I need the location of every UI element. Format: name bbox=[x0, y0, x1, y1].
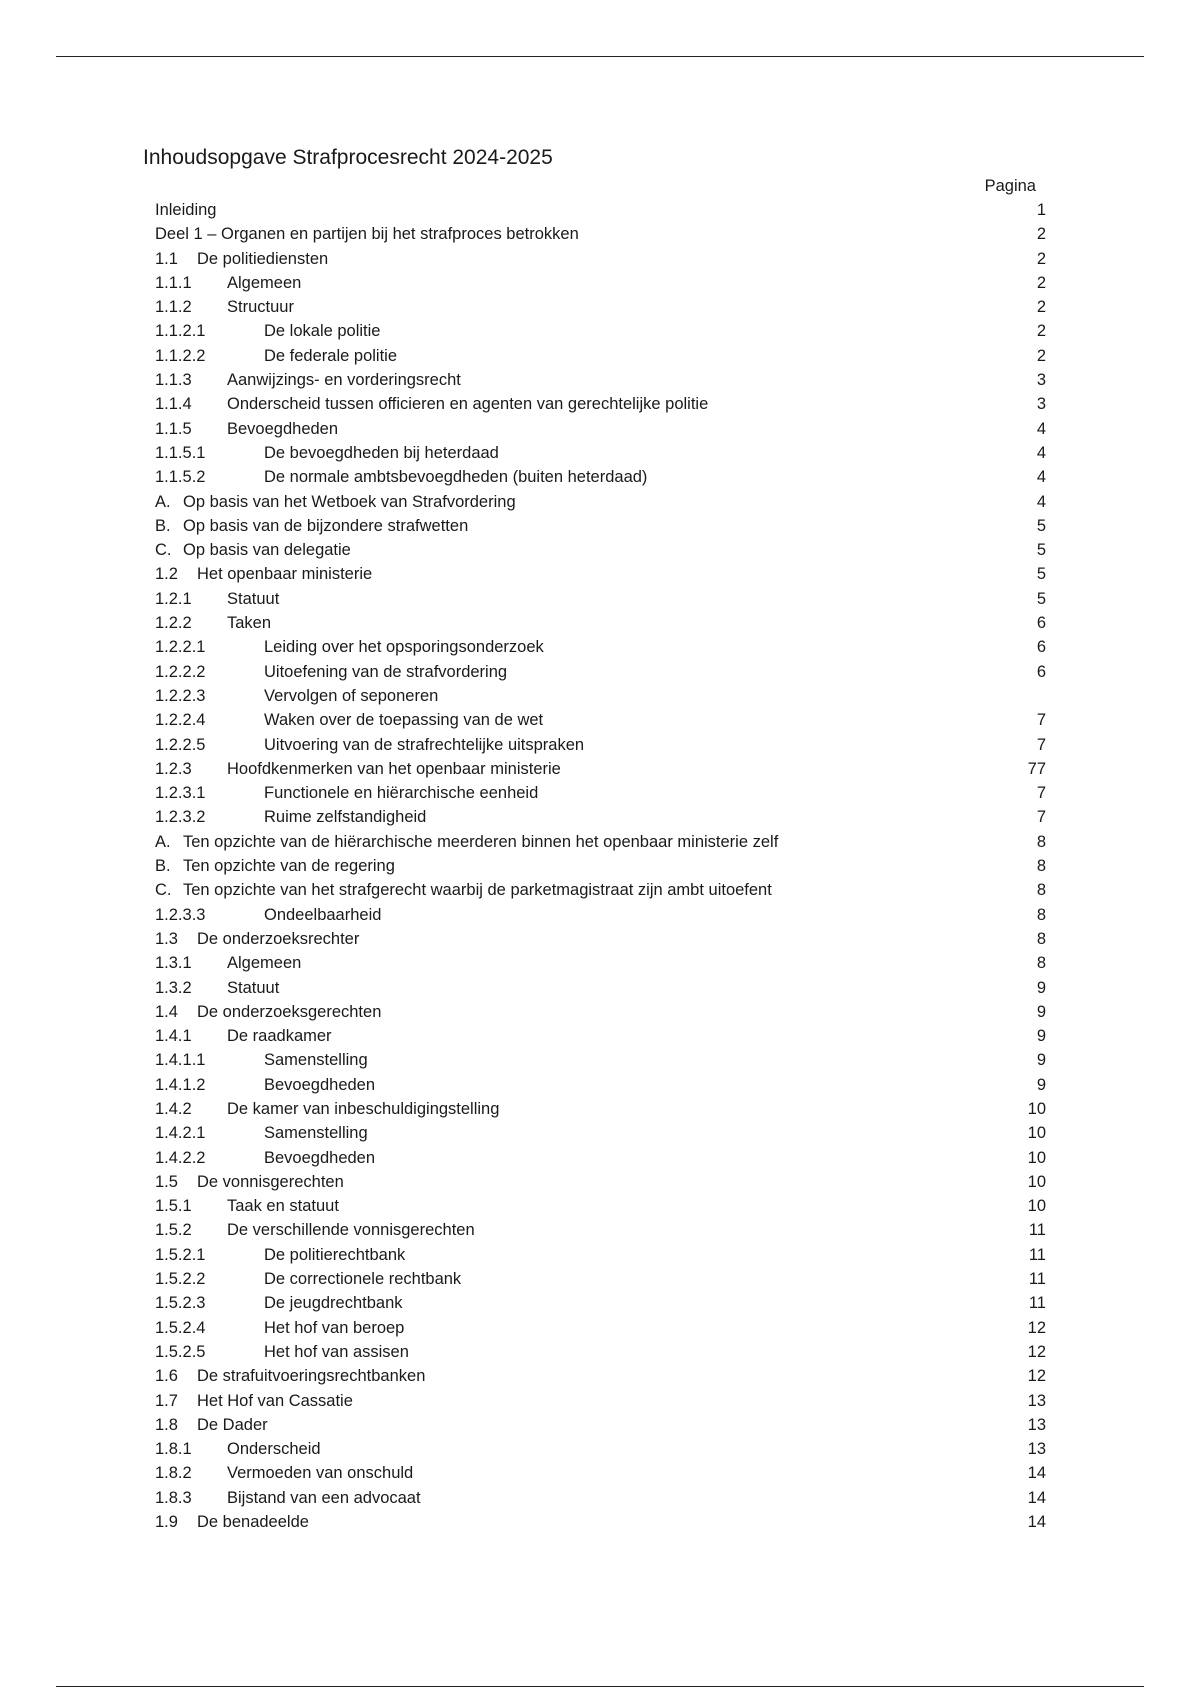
toc-entry-number: A. bbox=[155, 492, 171, 511]
toc-entry-title: Het openbaar ministerie bbox=[197, 565, 373, 584]
toc-entry-number: 1.6 bbox=[155, 1367, 178, 1386]
toc-entry-number: 1.5.2.1 bbox=[155, 1245, 206, 1264]
toc-entry-page: 8 bbox=[1036, 881, 1046, 900]
toc-entry-number: 1.5.2.5 bbox=[155, 1342, 206, 1361]
toc-entry-page: 13 bbox=[1027, 1415, 1046, 1434]
toc-entry-title: De jeugdrechtbank bbox=[264, 1294, 403, 1313]
toc-entry-page: 7 bbox=[1036, 808, 1046, 827]
toc-entry bbox=[155, 708, 1046, 732]
toc-entry bbox=[155, 1291, 1046, 1315]
toc-entry-title: Leiding over het opsporingsonderzoek bbox=[264, 638, 544, 657]
toc-entry-page: 11 bbox=[1028, 1294, 1046, 1313]
toc-entry bbox=[155, 757, 1046, 781]
toc-entry-page: 7 bbox=[1036, 711, 1046, 730]
toc-entry-page: 8 bbox=[1036, 832, 1046, 851]
toc-entry-title: De politierechtbank bbox=[264, 1245, 406, 1264]
toc-entry-number: B. bbox=[155, 857, 171, 876]
toc-entry bbox=[155, 441, 1046, 465]
footer-rule bbox=[56, 1686, 1144, 1687]
toc-entry-title: De vonnisgerechten bbox=[197, 1172, 344, 1191]
toc-entry-number: 1.4.2.2 bbox=[155, 1148, 206, 1167]
toc-entry-title: Taak en statuut bbox=[227, 1197, 339, 1216]
toc-entry bbox=[155, 1437, 1046, 1461]
toc-entry-page: 2 bbox=[1036, 298, 1046, 317]
toc-entry-page: 11 bbox=[1028, 1245, 1046, 1264]
toc-entry-page: 8 bbox=[1036, 905, 1046, 924]
toc-entry bbox=[155, 805, 1046, 829]
toc-entry-number: 1.2.2.4 bbox=[155, 711, 206, 730]
toc-entry-page: 5 bbox=[1036, 541, 1046, 560]
toc-entry bbox=[155, 1364, 1046, 1388]
toc-entry bbox=[155, 271, 1046, 295]
toc-entry-page: 5 bbox=[1036, 565, 1046, 584]
toc-entry-number: 1.7 bbox=[155, 1391, 178, 1410]
toc-entry-page: 2 bbox=[1036, 346, 1046, 365]
toc-entry-title: Bevoegdheden bbox=[264, 1075, 376, 1094]
toc-entry-page: 8 bbox=[1036, 954, 1046, 973]
toc-entry bbox=[155, 1340, 1046, 1364]
toc-entry-page: 14 bbox=[1027, 1513, 1046, 1532]
toc-entry-number: A. bbox=[155, 832, 171, 851]
toc-entry-page: 9 bbox=[1036, 1027, 1046, 1046]
toc-entry bbox=[155, 295, 1046, 319]
toc-entry-title: Onderscheid bbox=[227, 1440, 321, 1459]
toc-entry bbox=[155, 538, 1046, 562]
toc-entry-title: De normale ambtsbevoegdheden (buiten heterdaad) bbox=[264, 468, 648, 487]
toc-entry-page: 6 bbox=[1036, 638, 1046, 657]
toc-entry-number: 1.8.2 bbox=[155, 1464, 192, 1483]
document-title: Inhoudsopgave Strafprocesrecht 2024-2025 bbox=[143, 146, 553, 169]
toc-entry bbox=[155, 1218, 1046, 1242]
toc-entry-title: Functionele en hiërarchische eenheid bbox=[264, 784, 539, 803]
toc-entry-title: De federale politie bbox=[264, 346, 397, 365]
toc-entry-page: 6 bbox=[1036, 614, 1046, 633]
toc-entry-title: Algemeen bbox=[227, 954, 302, 973]
toc-entry bbox=[155, 1048, 1046, 1072]
toc-entry-page: 12 bbox=[1027, 1367, 1046, 1386]
toc-entry-title: Structuur bbox=[227, 298, 294, 317]
toc-entry-page: 14 bbox=[1027, 1488, 1046, 1507]
toc-entry-title: Deel 1 – Organen en partijen bij het strafproces betrokken bbox=[155, 225, 579, 244]
toc-entry bbox=[155, 1486, 1046, 1510]
toc-entry bbox=[155, 1267, 1046, 1291]
toc-entry-number: 1.1.2.1 bbox=[155, 322, 206, 341]
toc-entry-title: Onderscheid tussen officieren en agenten van gerechtelijke politie bbox=[227, 395, 709, 414]
toc-entry bbox=[155, 1316, 1046, 1340]
toc-entry-page: 2 bbox=[1036, 322, 1046, 341]
toc-entry bbox=[155, 611, 1046, 635]
toc-entry-number: 1.4 bbox=[155, 1002, 178, 1021]
toc-entry-page: 9 bbox=[1036, 1075, 1046, 1094]
toc-entry bbox=[155, 514, 1046, 538]
toc-entry-page: 9 bbox=[1036, 978, 1046, 997]
toc-entry-page: 4 bbox=[1036, 419, 1046, 438]
toc-entry-number: 1.4.2.1 bbox=[155, 1124, 206, 1143]
toc-entry-title: Inleiding bbox=[155, 201, 217, 219]
toc-entry-number: 1.3.1 bbox=[155, 954, 192, 973]
toc-entry-number: 1.5.2 bbox=[155, 1221, 192, 1240]
toc-entry-number: 1.1.5.2 bbox=[155, 468, 206, 487]
toc-entry-number: 1.8.1 bbox=[155, 1440, 192, 1459]
toc-entry-title: Hoofdkenmerken van het openbaar ministerie bbox=[227, 759, 561, 778]
toc-entry-page: 10 bbox=[1027, 1124, 1046, 1143]
toc-entry-title: Ten opzichte van het strafgerecht waarbij de parketmagistraat zijn ambt uitoefent bbox=[183, 881, 772, 900]
toc-entry-number: 1.5 bbox=[155, 1172, 178, 1191]
toc-entry-title: Samenstelling bbox=[264, 1051, 368, 1070]
toc-entry-title: De Dader bbox=[197, 1415, 268, 1434]
toc-entry-number: C. bbox=[155, 541, 172, 560]
toc-entry-page: 12 bbox=[1027, 1318, 1046, 1337]
toc-entry-number: 1.4.2 bbox=[155, 1099, 192, 1118]
toc-entry-number: 1.1.5 bbox=[155, 419, 192, 438]
toc-entry bbox=[155, 733, 1046, 757]
toc-entry-page: 10 bbox=[1027, 1172, 1046, 1191]
toc-entry-number: 1.2 bbox=[155, 565, 178, 584]
toc-entry bbox=[155, 344, 1046, 368]
toc-entry bbox=[155, 1194, 1046, 1218]
toc-entry-number: 1.2.2 bbox=[155, 614, 192, 633]
toc-entry-number: 1.2.2.1 bbox=[155, 638, 206, 657]
toc-entry bbox=[155, 1243, 1046, 1267]
toc-entry-page: 4 bbox=[1036, 492, 1046, 511]
toc-entry-page: 4 bbox=[1036, 468, 1046, 487]
toc-entry-title: De lokale politie bbox=[264, 322, 381, 341]
toc-entry-title: Statuut bbox=[227, 589, 280, 608]
toc-entry-title: De verschillende vonnisgerechten bbox=[227, 1221, 475, 1240]
toc-entry bbox=[155, 1389, 1046, 1413]
toc-entry bbox=[155, 878, 1046, 902]
toc-entry-number: 1.5.2.2 bbox=[155, 1270, 206, 1289]
toc-entry-title: De onderzoeksgerechten bbox=[197, 1002, 382, 1021]
toc-entry bbox=[155, 976, 1046, 1000]
toc-entry-page: 9 bbox=[1036, 1051, 1046, 1070]
toc-entry-number: 1.8.3 bbox=[155, 1488, 192, 1507]
toc-entry-title: De onderzoeksrechter bbox=[197, 929, 360, 948]
toc-entry-title: Het Hof van Cassatie bbox=[197, 1391, 353, 1410]
toc-entry-page: 11 bbox=[1028, 1221, 1046, 1240]
toc-entry-number: 1.2.2.2 bbox=[155, 662, 206, 681]
toc-entry-number: 1.1.2 bbox=[155, 298, 192, 317]
toc-entry-title: Vermoeden van onschuld bbox=[227, 1464, 414, 1483]
toc-entry bbox=[155, 247, 1046, 271]
toc-entry bbox=[155, 465, 1046, 489]
toc-entry-title: Ten opzichte van de regering bbox=[183, 857, 395, 876]
toc-entry-page: 3 bbox=[1036, 371, 1046, 390]
toc-entry bbox=[155, 490, 1046, 514]
toc-entry-page: 3 bbox=[1036, 395, 1046, 414]
toc-entry-number: 1.3 bbox=[155, 929, 178, 948]
toc-entry-title: Het hof van assisen bbox=[264, 1342, 409, 1361]
toc-entry-page: 5 bbox=[1036, 516, 1046, 535]
toc-entry-title: De kamer van inbeschuldigingstelling bbox=[227, 1099, 500, 1118]
toc-entry-title: Op basis van delegatie bbox=[183, 541, 351, 560]
toc-entry-number: 1.2.3.2 bbox=[155, 808, 206, 827]
toc-entry bbox=[155, 562, 1046, 586]
toc-entry bbox=[155, 222, 1046, 246]
toc-entry-page: 7 bbox=[1036, 784, 1046, 803]
toc-entry-title: Bevoegdheden bbox=[227, 419, 339, 438]
toc-entry bbox=[155, 417, 1046, 441]
toc-entry-title: De correctionele rechtbank bbox=[264, 1270, 462, 1289]
toc-entry-title: Statuut bbox=[227, 978, 280, 997]
toc-entry bbox=[155, 1461, 1046, 1485]
toc-entry-page: 12 bbox=[1027, 1342, 1046, 1361]
toc-entry-number: 1.2.3.1 bbox=[155, 784, 206, 803]
toc-entry-title: Uitoefening van de strafvordering bbox=[264, 662, 508, 681]
toc-entry bbox=[155, 1000, 1046, 1024]
toc-entry bbox=[155, 319, 1046, 343]
toc-entry bbox=[155, 684, 1046, 708]
toc-entry-number: 1.1.3 bbox=[155, 371, 192, 390]
toc-entry-number: 1.1.2.2 bbox=[155, 346, 206, 365]
toc-entry bbox=[155, 660, 1046, 684]
toc-entry-number: 1.4.1 bbox=[155, 1027, 192, 1046]
toc-entry-title: Samenstelling bbox=[264, 1124, 368, 1143]
toc-entry-page: 10 bbox=[1027, 1197, 1046, 1216]
toc-entry-number: 1.1.1 bbox=[155, 273, 192, 292]
toc-entry bbox=[155, 1146, 1046, 1170]
toc-entry bbox=[155, 1097, 1046, 1121]
toc-entry-number: 1.5.1 bbox=[155, 1197, 192, 1216]
toc-entry-number: 1.4.1.1 bbox=[155, 1051, 206, 1070]
toc-entry-page: 13 bbox=[1027, 1440, 1046, 1459]
toc-entry-title: De strafuitvoeringsrechtbanken bbox=[197, 1367, 426, 1386]
toc-entry-page: 7 bbox=[1036, 735, 1046, 754]
toc-entry-page: 77 bbox=[1027, 759, 1046, 778]
toc-entry-title: Bijstand van een advocaat bbox=[227, 1488, 421, 1507]
toc-entry bbox=[155, 635, 1046, 659]
toc-entry bbox=[155, 198, 1046, 222]
toc-entry-page: 8 bbox=[1036, 929, 1046, 948]
toc-entry-title: Aanwijzings- en vorderingsrecht bbox=[227, 371, 461, 390]
toc-entry bbox=[155, 927, 1046, 951]
toc-entry-page: 10 bbox=[1027, 1099, 1046, 1118]
toc-entry-page: 8 bbox=[1036, 857, 1046, 876]
toc-entry-title: Taken bbox=[227, 614, 272, 633]
toc-entry-page: 2 bbox=[1036, 249, 1046, 268]
toc-entry-page: 5 bbox=[1036, 589, 1046, 608]
toc-entry-title: Op basis van de bijzondere strafwetten bbox=[183, 516, 469, 535]
toc-entry bbox=[155, 1413, 1046, 1437]
toc-entry-page: 1 bbox=[1036, 201, 1046, 219]
toc-entry-title: De politiediensten bbox=[197, 249, 329, 268]
toc-entry-page: 4 bbox=[1036, 443, 1046, 462]
toc-entry bbox=[155, 854, 1046, 878]
toc-entry bbox=[155, 830, 1046, 854]
toc-entry-title: Op basis van het Wetboek van Strafvordering bbox=[183, 492, 516, 511]
toc-entry-number: 1.2.2.3 bbox=[155, 686, 206, 705]
toc-entry-title: Ondeelbaarheid bbox=[264, 905, 382, 924]
toc-entry-page: 13 bbox=[1027, 1391, 1046, 1410]
toc-entry-number: 1.2.3.3 bbox=[155, 905, 206, 924]
toc-entry-number: 1.2.2.5 bbox=[155, 735, 206, 754]
toc-entry-page: 11 bbox=[1028, 1270, 1046, 1289]
toc-entry-title: Waken over de toepassing van de wet bbox=[264, 711, 544, 730]
toc-entry-number: 1.1.4 bbox=[155, 395, 192, 414]
toc-entry-number: B. bbox=[155, 516, 171, 535]
toc-entry-number: 1.1 bbox=[155, 249, 178, 268]
toc-entry-title: Ruime zelfstandigheid bbox=[264, 808, 427, 827]
toc-entry bbox=[155, 1121, 1046, 1145]
toc-entry bbox=[155, 903, 1046, 927]
toc-entry bbox=[155, 1024, 1046, 1048]
toc-entry-number: 1.5.2.4 bbox=[155, 1318, 206, 1337]
toc-entry-title: Ten opzichte van de hiërarchische meerderen binnen het openbaar ministerie zelf bbox=[183, 832, 779, 851]
toc-entry-page: 2 bbox=[1036, 273, 1046, 292]
toc-entry-title: Bevoegdheden bbox=[264, 1148, 376, 1167]
toc-entry bbox=[155, 587, 1046, 611]
toc-entry-number: 1.8 bbox=[155, 1415, 178, 1434]
toc-entry-number: 1.1.5.1 bbox=[155, 443, 206, 462]
header-rule bbox=[56, 56, 1144, 57]
toc-entry bbox=[155, 1073, 1046, 1097]
toc-entry-title: De benadeelde bbox=[197, 1513, 309, 1532]
toc-entry-number: 1.2.1 bbox=[155, 589, 192, 608]
table-of-contents bbox=[155, 198, 1046, 1534]
toc-entry-title: De raadkamer bbox=[227, 1027, 332, 1046]
toc-entry bbox=[155, 1510, 1046, 1534]
toc-entry-page: 14 bbox=[1027, 1464, 1046, 1483]
toc-entry-number: C. bbox=[155, 881, 172, 900]
toc-entry-number: 1.2.3 bbox=[155, 759, 192, 778]
toc-entry-title: Het hof van beroep bbox=[264, 1318, 405, 1337]
toc-entry-number: 1.3.2 bbox=[155, 978, 192, 997]
toc-entry bbox=[155, 951, 1046, 975]
toc-entry-number: 1.4.1.2 bbox=[155, 1075, 206, 1094]
toc-entry-page: 10 bbox=[1027, 1148, 1046, 1167]
toc-entry-page: 2 bbox=[1036, 225, 1046, 244]
toc-entry bbox=[155, 781, 1046, 805]
toc-entry bbox=[155, 1170, 1046, 1194]
toc-entry-page: 9 bbox=[1036, 1002, 1046, 1021]
toc-entry bbox=[155, 368, 1046, 392]
toc-entry bbox=[155, 392, 1046, 416]
toc-entry-number: 1.5.2.3 bbox=[155, 1294, 206, 1313]
page-column-header: Pagina bbox=[984, 177, 1036, 195]
toc-entry-page: 6 bbox=[1036, 662, 1046, 681]
toc-entry-title: Uitvoering van de strafrechtelijke uitspraken bbox=[264, 735, 585, 754]
toc-entry-title: Vervolgen of seponeren bbox=[264, 686, 439, 705]
toc-entry-title: Algemeen bbox=[227, 273, 302, 292]
toc-entry-number: 1.9 bbox=[155, 1513, 178, 1532]
toc-entry-title: De bevoegdheden bij heterdaad bbox=[264, 443, 499, 462]
